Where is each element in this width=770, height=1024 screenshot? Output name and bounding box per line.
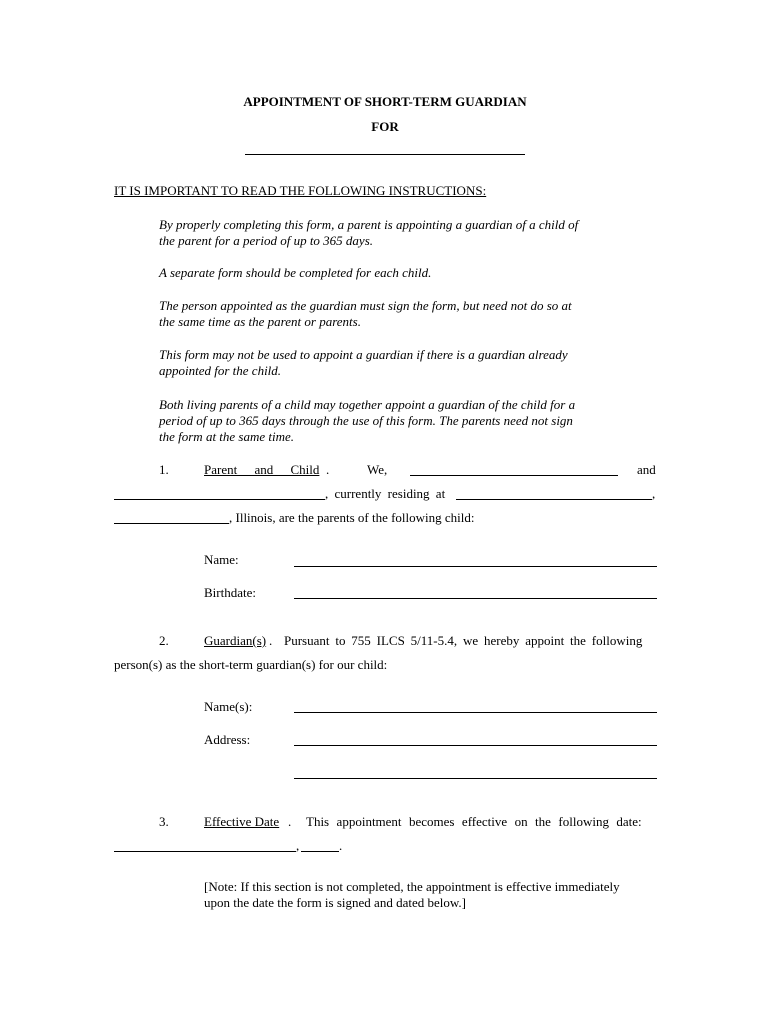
section-1-heading: Parent and Child	[204, 462, 320, 477]
illinois-label: , Illinois, are the parents of the following child:	[229, 510, 475, 525]
guardian-names-field[interactable]	[294, 698, 657, 713]
section-1-number: 1.	[159, 462, 169, 477]
instruction-1-line-2: the parent for a period of up to 365 days.	[159, 233, 374, 248]
effective-date-year-blank[interactable]	[301, 851, 339, 852]
effective-date-month-day-blank[interactable]	[114, 851, 296, 852]
child-name-field[interactable]	[294, 552, 657, 567]
instruction-4-line-1: This form may not be used to appoint a guardian if there is a guardian already	[159, 347, 568, 362]
guardian-address-field-line-2[interactable]	[294, 764, 657, 779]
note-line-2: upon the date the form is signed and dated below.]	[204, 895, 466, 910]
effective-date-separator: ,	[296, 838, 300, 853]
and-label: and	[637, 462, 656, 477]
parent-2-name-blank[interactable]	[114, 499, 325, 500]
child-birthdate-field[interactable]	[294, 584, 657, 599]
section-2-heading: Guardian(s)	[204, 633, 267, 648]
section-2-text-line-2: person(s) as the short-term guardian(s) for our child:	[114, 657, 388, 672]
child-birthdate-label: Birthdate:	[204, 585, 256, 600]
child-name-label: Name:	[204, 552, 239, 567]
residence-address-blank[interactable]	[456, 499, 652, 500]
instruction-4-line-2: appointed for the child.	[159, 363, 282, 378]
guardian-names-label: Name(s):	[204, 699, 253, 714]
residing-label: , currently residing at	[325, 486, 446, 501]
instructions-heading: IT IS IMPORTANT TO READ THE FOLLOWING INSTRUCTIONS:	[114, 183, 487, 198]
section-3-number: 3.	[159, 814, 169, 829]
residence-city-blank[interactable]	[114, 523, 229, 524]
child-name-title-blank[interactable]	[245, 154, 525, 155]
residence-comma: ,	[652, 486, 656, 501]
instruction-3-line-2: the same time as the parent or parents.	[159, 314, 361, 329]
section-2-number: 2.	[159, 633, 169, 648]
we-label: We,	[367, 462, 388, 477]
instruction-5-line-1: Both living parents of a child may together appoint a guardian of the child for a	[159, 397, 576, 412]
instruction-5-line-2: period of up to 365 days through the use of this form. The parents need not sign	[159, 413, 573, 428]
guardian-address-field-line-1[interactable]	[294, 731, 657, 746]
note-line-1: [Note: If this section is not completed, the appointment is effective immediately	[204, 879, 620, 894]
page-title: APPOINTMENT OF SHORT-TERM GUARDIAN	[243, 94, 527, 109]
instruction-3-line-1: The person appointed as the guardian must sign the form, but need not do so at	[159, 298, 572, 313]
instruction-1-line-1: By properly completing this form, a parent is appointing a guardian of a child of	[159, 217, 579, 232]
parent-1-name-blank[interactable]	[410, 475, 618, 476]
instruction-5-line-3: the form at the same time.	[159, 429, 295, 444]
for-label: FOR	[371, 119, 399, 134]
section-2-text-line-1: Pursuant to 755 ILCS 5/11-5.4, we hereby appoint the following	[284, 633, 643, 648]
instruction-2: A separate form should be completed for each child.	[159, 265, 432, 280]
section-3-text: This appointment becomes effective on the following date:	[306, 814, 642, 829]
section-3-heading: Effective Date	[204, 814, 280, 829]
effective-date-period: .	[339, 838, 343, 853]
guardian-address-label: Address:	[204, 732, 251, 747]
